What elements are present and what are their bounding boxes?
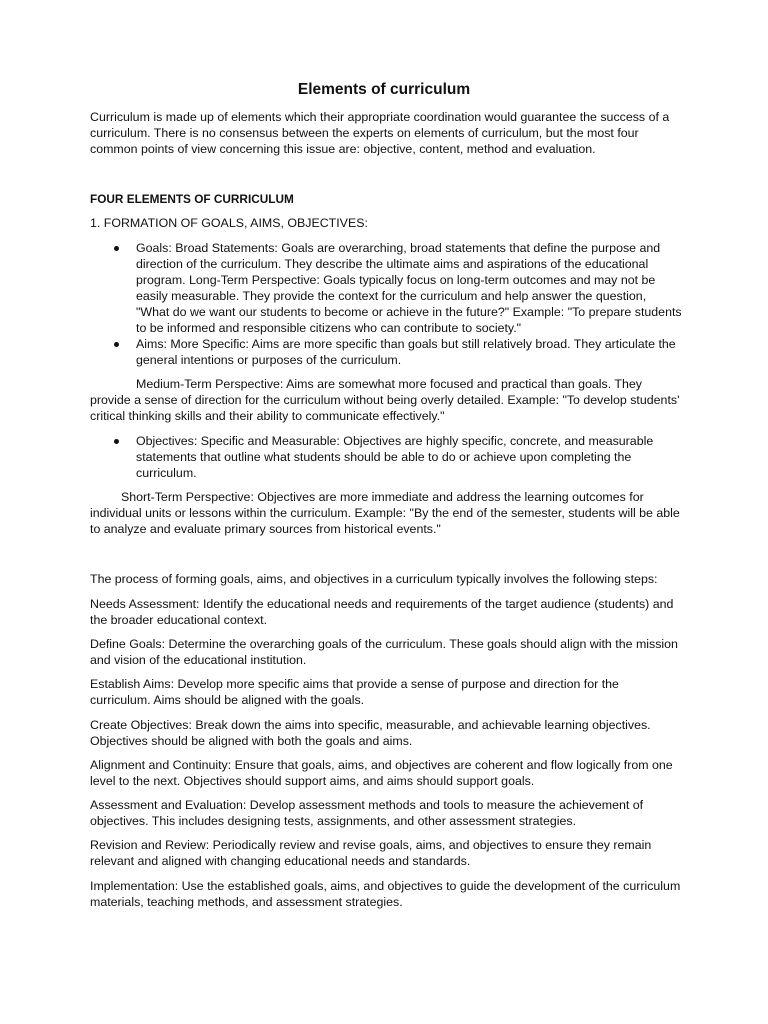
step-needs-assessment: Needs Assessment: Identify the educational needs and requirements of the target audience (students) and the broader educational context.	[90, 597, 674, 627]
bullet-item-objectives	[90, 433, 682, 481]
bullet-icon	[114, 439, 119, 444]
document-title: Elements of curriculum	[297, 81, 471, 98]
step-create-objectives: Create Objectives: Break down the aims into specific, measurable, and achievable learning objectives. Objectives should be aligned with both the goals and aims.	[90, 718, 651, 748]
bullet-text: Aims: More Specific: Aims are more specific than goals but still relatively broad. They articulate the general intentions or purposes of the curriculum.	[136, 337, 676, 367]
step-define-goals: Define Goals: Determine the overarching goals of the curriculum. These goals should align with the mission and vision of the educational institution.	[90, 637, 678, 667]
bullet-icon	[114, 246, 119, 251]
bullet-icon	[114, 342, 119, 347]
bullet-text: Goals: Broad Statements: Goals are overarching, broad statements that define the purpose and direction of the curriculum. They describe the ultimate aims and aspirations of the educational program. Long-Term Perspective: Goals typically focus on long-term outcomes and may not be easily measurable. They provide the context for the curriculum and help answer the question, "What do we want our students to become or achieve in the future?" Example: "To prepare students to be informed and responsible citizens who can contribute to society."	[136, 241, 682, 335]
step-implementation: Implementation: Use the established goals, aims, and objectives to guide the development of the curriculum materials, teaching methods, and assessment strategies.	[90, 879, 681, 909]
short-term-paragraph: Short-Term Perspective: Objectives are more immediate and address the learning outcomes for individual units or lessons within the curriculum. Example: "By the end of the semester, students will be able to analyze and evaluate primary sources from historical events."	[90, 490, 680, 536]
bullet-item-aims	[90, 336, 682, 368]
bullet-list-goals-aims	[90, 240, 682, 368]
bullet-item-goals	[90, 240, 682, 336]
process-intro: The process of forming goals, aims, and objectives in a curriculum typically involves the following steps:	[90, 572, 658, 586]
bullet-list-objectives	[90, 433, 682, 481]
step-establish-aims: Establish Aims: Develop more specific aims that provide a sense of purpose and direction for the curriculum. Aims should be aligned with the goals.	[90, 677, 619, 707]
bullet-text: Objectives: Specific and Measurable: Objectives are highly specific, concrete, and measurable statements that outline what students should be able to do or achieve upon completing the curriculum.	[136, 434, 654, 480]
intro-paragraph: Curriculum is made up of elements which their appropriate coordination would guarantee the success of a curriculum. There is no consensus between the experts on elements of curriculum, but the most four common points of view concerning this issue are: objective, content, method and evaluation.	[90, 110, 670, 156]
step-revision-review: Revision and Review: Periodically review and revise goals, aims, and objectives to ensure they remain relevant and aligned with changing educational needs and standards.	[90, 838, 652, 868]
subsection-heading: 1. FORMATION OF GOALS, AIMS, OBJECTIVES:	[90, 216, 368, 230]
medium-term-paragraph: Medium-Term Perspective: Aims are somewhat more focused and practical than goals. They provide a sense of direction for the curriculum without being overly detailed. Example: "To develop students' critical thinking skills and their ability to communicate effectively."	[90, 377, 680, 423]
step-assessment-evaluation: Assessment and Evaluation: Develop assessment methods and tools to measure the achievement of objectives. This includes designing tests, assignments, and other assessment strategies.	[90, 798, 644, 828]
step-alignment-continuity: Alignment and Continuity: Ensure that goals, aims, and objectives are coherent and flow logically from one level to the next. Objectives should support aims, and aims should support goals.	[90, 758, 673, 788]
section-heading: FOUR ELEMENTS OF CURRICULUM	[90, 192, 294, 206]
